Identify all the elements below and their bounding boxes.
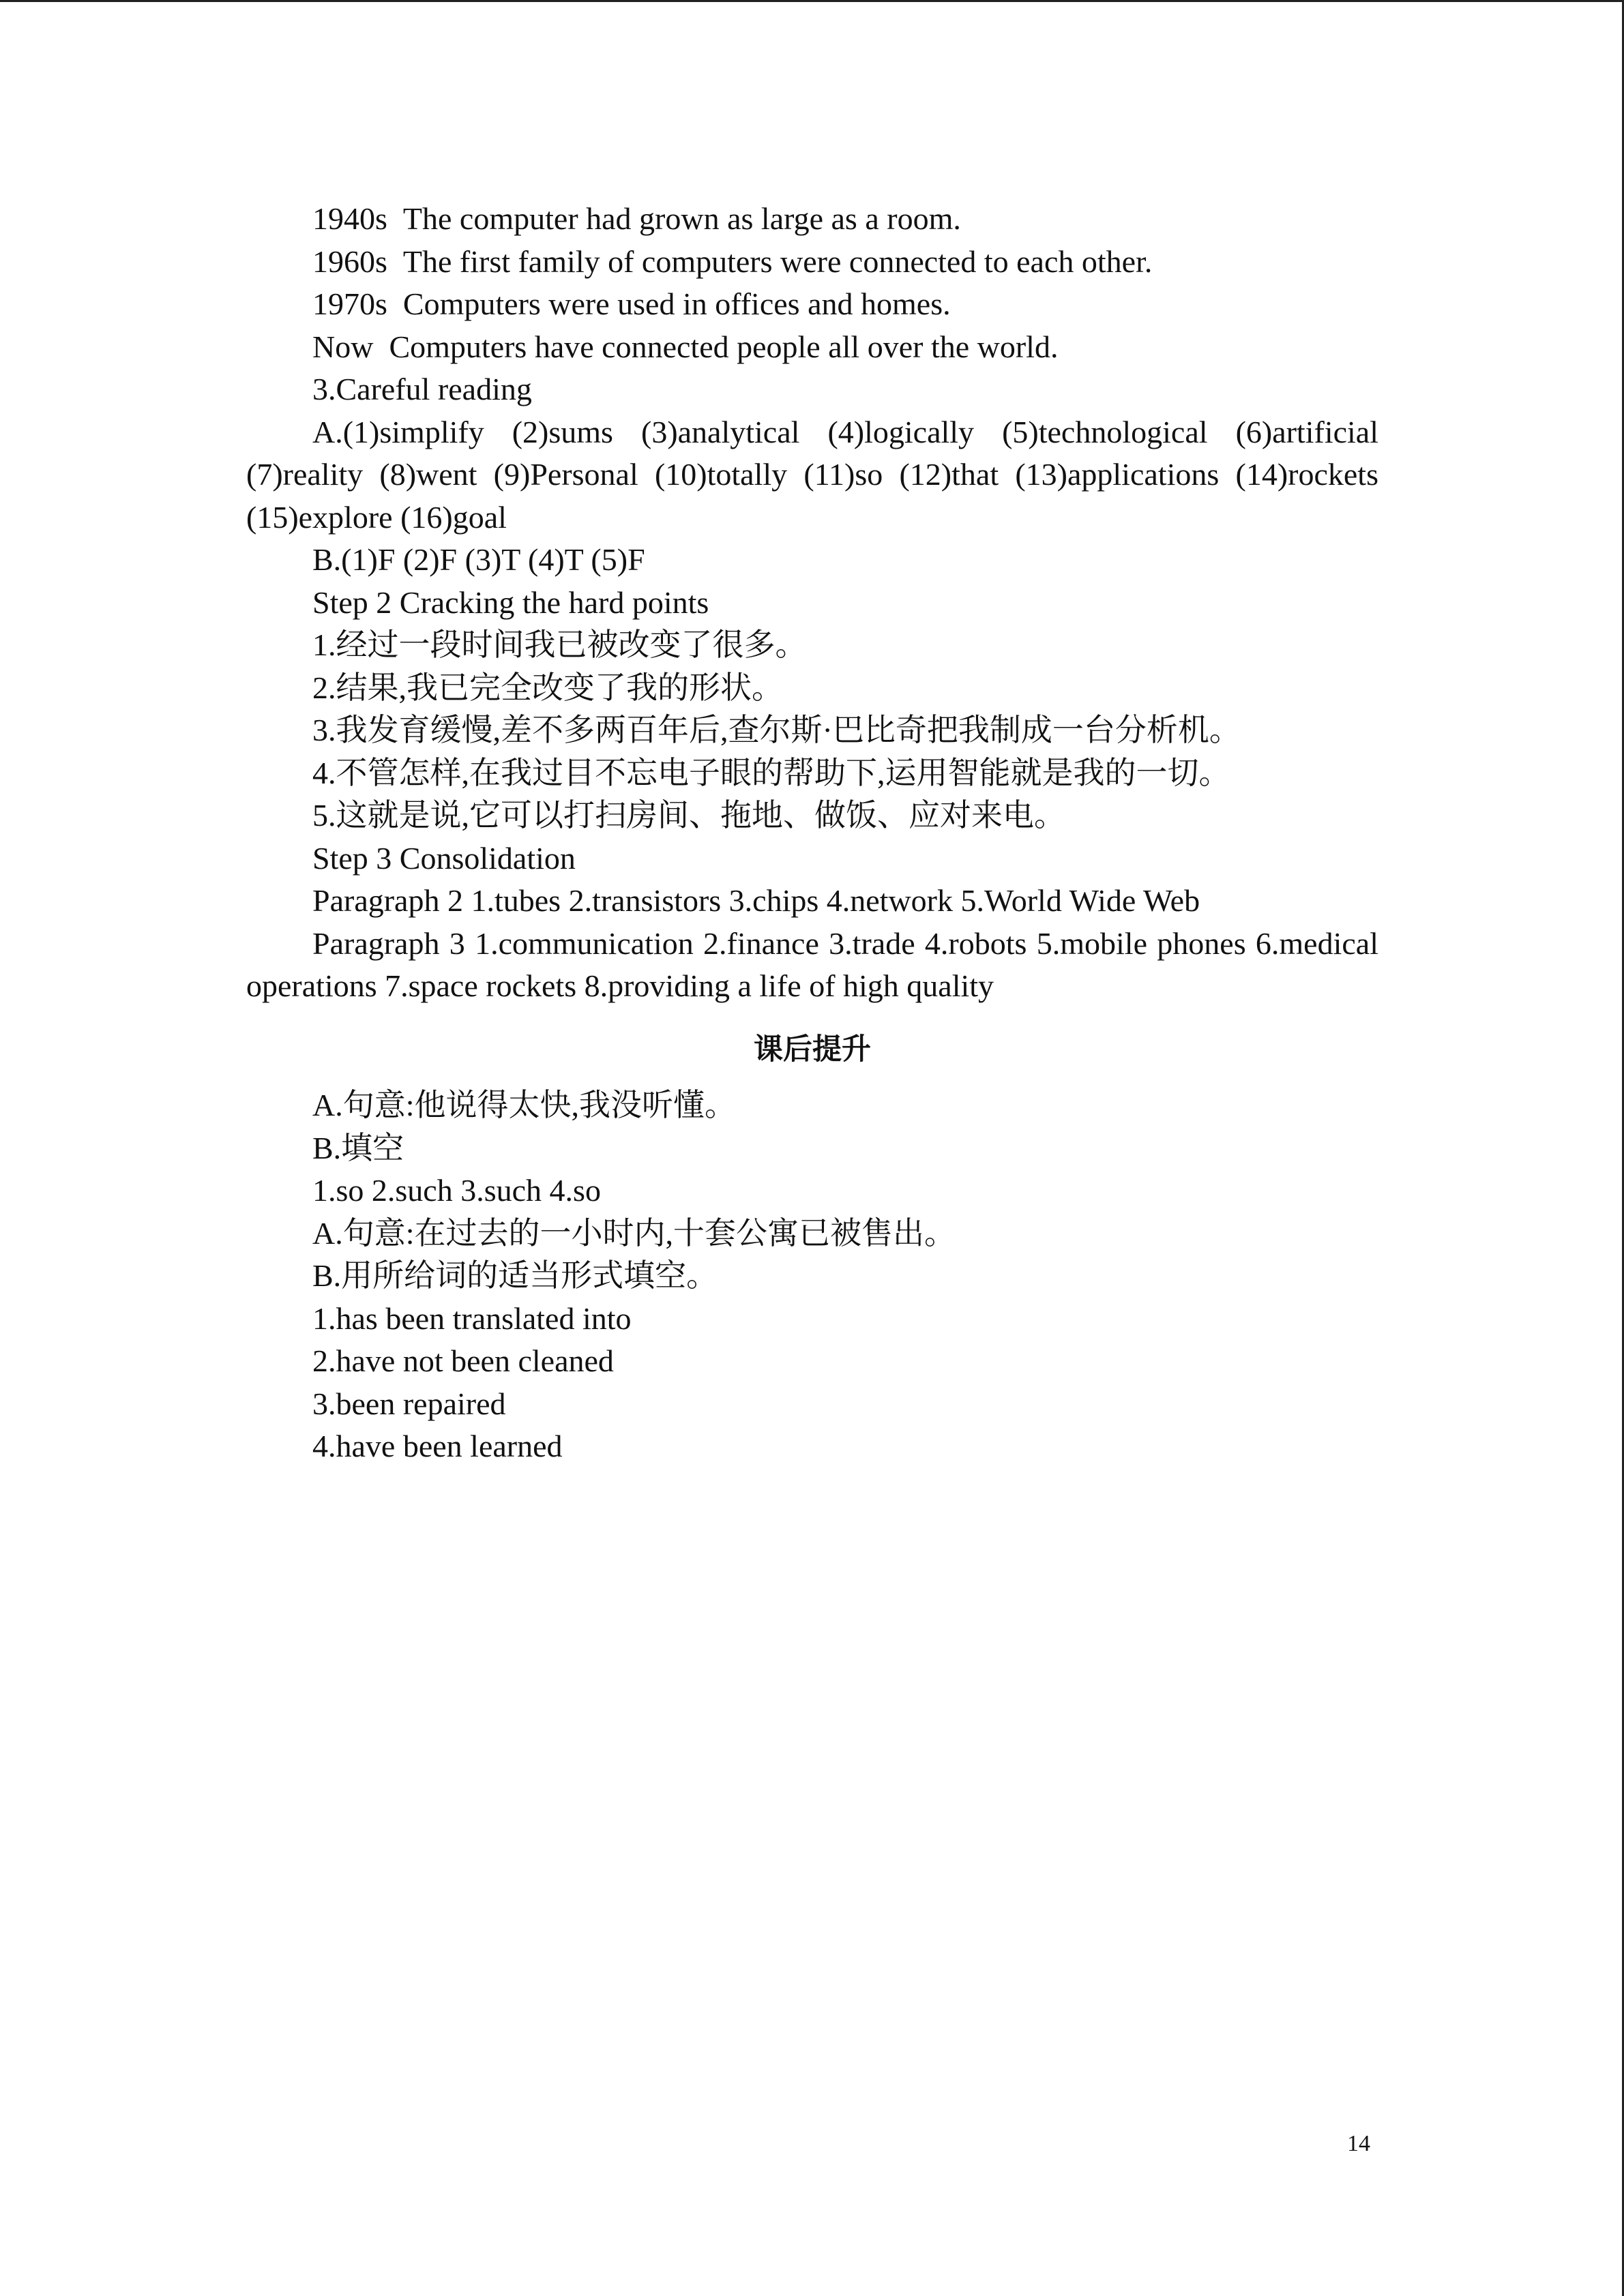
timeline-year: 1940s [312, 201, 387, 236]
step3-paragraph3: Paragraph 3 1.communication 2.finance 3.trade 4.robots 5.mobile phones 6.medical operations 7.space rockets 8.providing a life of high quality [246, 925, 1378, 1003]
timeline-year: 1970s [312, 286, 387, 321]
page-content [246, 198, 1378, 1468]
timeline-row [246, 241, 1378, 284]
timeline-row [246, 283, 1378, 326]
step2-item: 5.这就是说,它可以打扫房间、拖地、做饭、应对来电。 [312, 798, 1065, 833]
step3-title: Step 3 Consolidation [312, 840, 576, 876]
section-heading: 课后提升 [754, 1032, 871, 1067]
after-class-line: 3.been repaired [312, 1386, 506, 1421]
timeline-row [246, 326, 1378, 369]
careful-reading-title: 3.Careful reading [312, 372, 532, 406]
after-class-line: B.用所给词的适当形式填空。 [312, 1258, 718, 1293]
step2-item: 4.不管怎样,在我过目不忘电子眼的帮助下,运用智能就是我的一切。 [312, 755, 1230, 790]
after-class-line: A.句意:在过去的一小时内,十套公寓已被售出。 [312, 1215, 956, 1251]
step2-title: Step 2 Cracking the hard points [312, 584, 709, 620]
after-class-line: 1.has been translated into [312, 1300, 632, 1336]
timeline-text: Computers have connected people all over the world. [389, 329, 1059, 364]
after-class-line: 2.have not been cleaned [312, 1343, 614, 1378]
timeline-text: Computers were used in offices and homes. [402, 286, 951, 321]
timeline-year: 1960s [312, 243, 387, 279]
page-number: 14 [1347, 2131, 1370, 2156]
timeline-year: Now [312, 329, 374, 364]
after-class-line: 1.so 2.such 3.such 4.so [312, 1173, 601, 1208]
careful-reading-part-a: A.(1)simplify (2)sums (3)analytical (4)logically (5)technological (6)artificial (7)reality (8)went (9)Personal (10)totally (11)so (12)that (13)applications (14)rockets (15)explore (16)goal [246, 414, 1378, 535]
timeline-row [246, 198, 1378, 241]
timeline-text: The first family of computers were connected to each other. [402, 243, 1153, 279]
after-class-line: B.填空 [312, 1130, 404, 1165]
step2-item: 3.我发育缓慢,差不多两百年后,查尔斯·巴比奇把我制成一台分析机。 [312, 713, 1241, 747]
step2-item: 2.结果,我已完全改变了我的形状。 [312, 670, 783, 705]
after-class-line: A.句意:他说得太快,我没听懂。 [312, 1088, 736, 1122]
page-top-border [0, 0, 1624, 2]
step3-paragraph2: Paragraph 2 1.tubes 2.transistors 3.chips 4.network 5.World Wide Web [312, 883, 1200, 918]
after-class-line: 4.have been learned [312, 1429, 563, 1463]
careful-reading-part-b: B.(1)F (2)F (3)T (4)T (5)F [312, 542, 645, 577]
step2-item: 1.经过一段时间我已被改变了很多。 [312, 627, 807, 662]
timeline-text: The computer had grown as large as a room. [402, 201, 961, 236]
